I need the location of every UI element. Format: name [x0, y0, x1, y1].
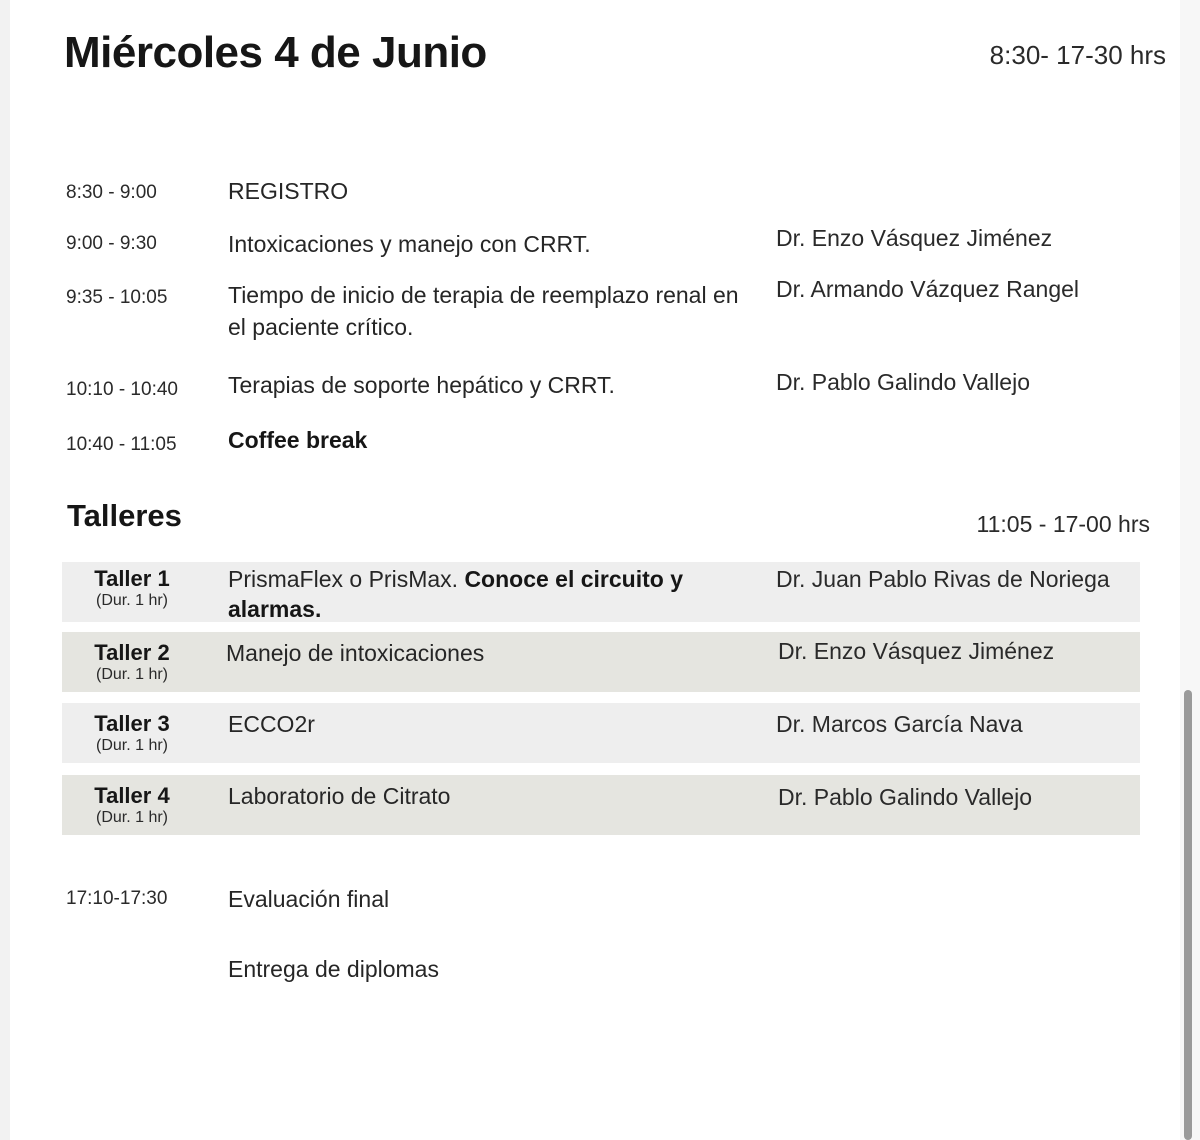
taller-duration: (Dur. 1 hr): [95, 737, 168, 754]
schedule-speaker: Dr. Pablo Galindo Vallejo: [776, 369, 1030, 395]
taller-row: [62, 562, 1140, 622]
schedule-time: 9:35 - 10:05: [66, 287, 168, 308]
taller-speaker: Dr. Juan Pablo Rivas de Noriega: [776, 566, 1110, 592]
schedule-topic: Intoxicaciones y manejo con CRRT.: [228, 231, 591, 257]
taller-topic: ECCO2r: [228, 711, 315, 737]
schedule-time: 10:10 - 10:40: [66, 379, 178, 400]
taller-topic: Laboratorio de Citrato: [228, 783, 451, 809]
taller-speaker: Dr. Enzo Vásquez Jiménez: [778, 638, 1055, 664]
taller-name: Taller 1: [94, 566, 170, 591]
day-hours: 8:30- 17-30 hrs: [989, 40, 1166, 70]
schedule-time: 9:00 - 9:30: [66, 233, 157, 254]
taller-name: Taller 4: [94, 783, 170, 808]
schedule-speaker: Dr. Enzo Vásquez Jiménez: [776, 225, 1053, 251]
schedule-topic: Tiempo de inicio de terapia de reemplazo renal en el paciente crítico.: [228, 282, 739, 340]
taller-speaker: Dr. Pablo Galindo Vallejo: [778, 784, 1032, 810]
taller-name: Taller 2: [94, 640, 170, 665]
closing-topic: Entrega de diplomas: [228, 956, 439, 982]
taller-topic: Manejo de intoxicaciones: [226, 640, 485, 666]
taller-row: [62, 775, 1140, 835]
schedule-time: 8:30 - 9:00: [66, 182, 157, 203]
taller-duration: (Dur. 1 hr): [95, 809, 168, 826]
section-title-talleres: Talleres: [67, 498, 182, 533]
schedule-topic: REGISTRO: [228, 178, 349, 204]
taller-topic-bold: Conoce el circuito y alarmas.: [228, 566, 683, 622]
taller-speaker: Dr. Marcos García Nava: [776, 711, 1023, 737]
page-title: Miércoles 4 de Junio: [64, 28, 487, 77]
taller-topic-plain: PrismaFlex o PrisMax.: [228, 566, 459, 592]
schedule-time: 10:40 - 11:05: [66, 434, 177, 455]
closing-time: 17:10-17:30: [66, 888, 168, 909]
schedule-speaker: Dr. Armando Vázquez Rangel: [776, 276, 1080, 302]
taller-duration: (Dur. 1 hr): [95, 666, 168, 683]
taller-duration: (Dur. 1 hr): [95, 592, 168, 609]
left-edge: [0, 0, 10, 1140]
scrollbar-track[interactable]: [1180, 0, 1200, 1140]
closing-topic: Evaluación final: [228, 886, 390, 912]
taller-row: [62, 632, 1140, 692]
taller-topic: [228, 564, 728, 624]
talleres-hours: 11:05 - 17-00 hrs: [976, 511, 1150, 537]
taller-row: [62, 703, 1140, 763]
schedule-topic: Coffee break: [228, 427, 368, 453]
schedule-topic: Terapias de soporte hepático y CRRT.: [228, 372, 615, 398]
taller-name: Taller 3: [94, 711, 170, 736]
scrollbar-thumb[interactable]: [1184, 690, 1192, 1140]
